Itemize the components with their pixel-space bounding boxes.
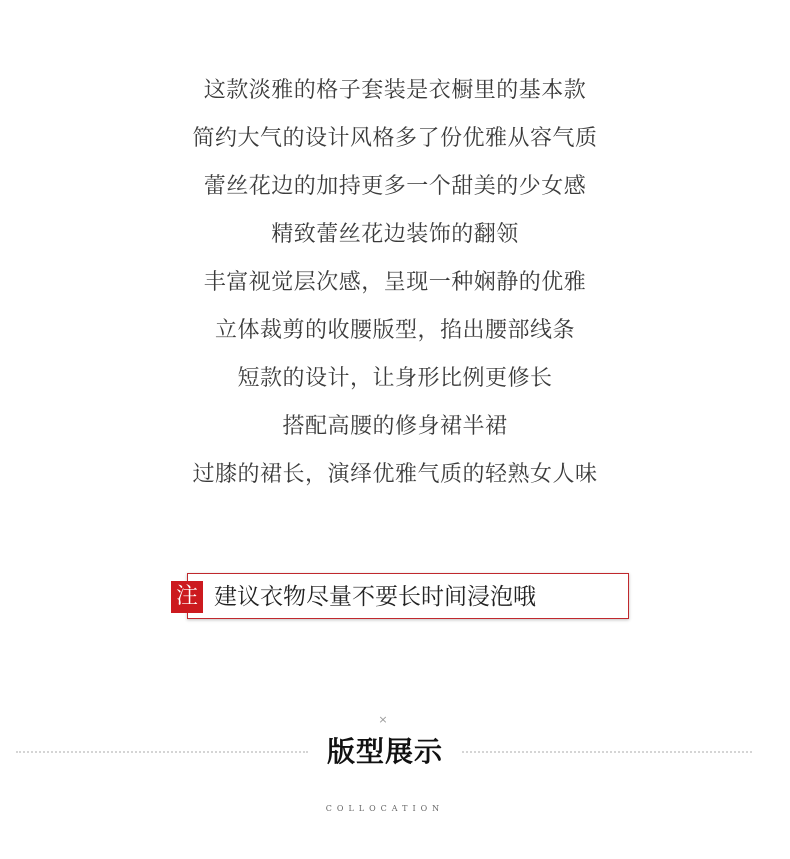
section-subtitle: COLLOCATION xyxy=(325,804,445,813)
description-line: 丰富视觉层次感，呈现一种娴静的优雅 xyxy=(203,270,587,295)
section-title: 版型展示 xyxy=(326,735,443,768)
description-line: 精致蕾丝花边装饰的翻领 xyxy=(271,222,519,247)
description-line: 这款淡雅的格子套装是衣橱里的基本款 xyxy=(203,78,587,103)
description-line: 简约大气的设计风格多了份优雅从容气质 xyxy=(192,126,598,151)
description-line: 蕾丝花边的加持更多一个甜美的少女感 xyxy=(203,174,587,199)
notice-text: 建议衣物尽量不要长时间浸泡哦 xyxy=(214,584,536,610)
product-description xyxy=(0,72,790,504)
notice-tag: 注 xyxy=(171,581,203,613)
description-line: 搭配高腰的修身裙半裙 xyxy=(282,414,508,439)
section-header xyxy=(0,712,790,822)
description-line: 短款的设计，让身形比例更修长 xyxy=(237,366,553,391)
description-line: 立体裁剪的收腰版型，掐出腰部线条 xyxy=(214,318,575,343)
close-icon: × xyxy=(378,713,388,726)
description-line: 过膝的裙长，演绎优雅气质的轻熟女人味 xyxy=(192,462,598,487)
care-notice xyxy=(171,573,629,619)
divider-right xyxy=(462,751,752,753)
divider-left xyxy=(16,751,308,753)
